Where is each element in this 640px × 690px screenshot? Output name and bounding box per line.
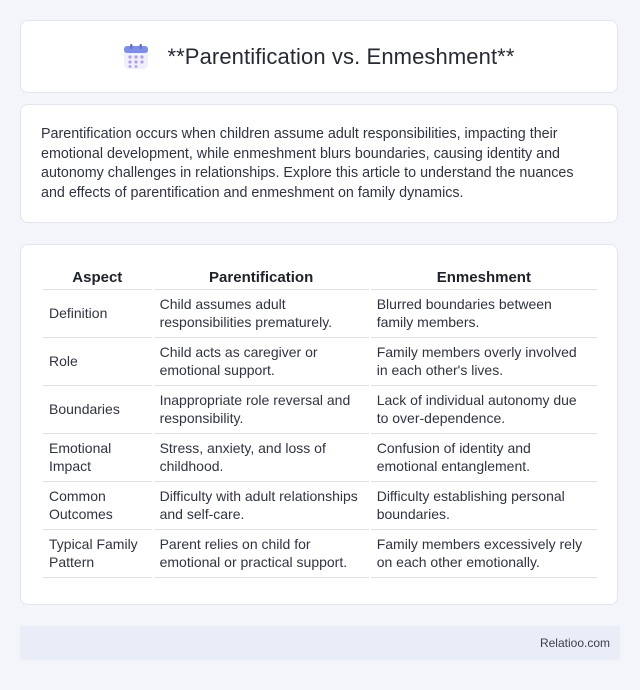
aspect-cell: Emotional Impact xyxy=(43,433,152,481)
table-row xyxy=(43,529,597,578)
table-row xyxy=(43,481,597,529)
aspect-cell: Definition xyxy=(43,289,152,337)
aspect-cell: Typical Family Pattern xyxy=(43,529,152,578)
footer-brand: Relatioo.com xyxy=(539,636,610,650)
comparison-card xyxy=(20,244,618,605)
enmeshment-cell: Family members overly involved in each other's lives. xyxy=(371,337,597,385)
table-row xyxy=(43,385,597,433)
enmeshment-cell: Confusion of identity and emotional entanglement. xyxy=(371,433,597,481)
table-header-row xyxy=(43,265,597,289)
aspect-cell: Boundaries xyxy=(43,385,152,433)
enmeshment-cell: Blurred boundaries between family members. xyxy=(371,289,597,337)
calendar-icon xyxy=(123,44,149,70)
intro-card xyxy=(20,104,618,223)
parentification-cell: Parent relies on child for emotional or practical support. xyxy=(154,529,369,578)
column-header-enmeshment: Enmeshment xyxy=(436,268,531,286)
parentification-cell: Inappropriate role reversal and responsibility. xyxy=(154,385,369,433)
aspect-cell: Role xyxy=(43,337,152,385)
page-title: **Parentification vs. Enmeshment** xyxy=(167,43,515,69)
comparison-table xyxy=(41,265,599,578)
enmeshment-cell: Difficulty establishing personal boundaries. xyxy=(371,481,597,529)
parentification-cell: Child acts as caregiver or emotional support. xyxy=(154,337,369,385)
table-row xyxy=(43,337,597,385)
parentification-cell: Difficulty with adult relationships and self-care. xyxy=(154,481,369,529)
table-row xyxy=(43,289,597,337)
parentification-cell: Stress, anxiety, and loss of childhood. xyxy=(154,433,369,481)
footer xyxy=(20,626,620,660)
aspect-cell: Common Outcomes xyxy=(43,481,152,529)
column-header-aspect: Aspect xyxy=(72,268,123,286)
enmeshment-cell: Family members excessively rely on each other emotionally. xyxy=(371,529,597,578)
enmeshment-cell: Lack of individual autonomy due to over-dependence. xyxy=(371,385,597,433)
table-row xyxy=(43,433,597,481)
intro-text: Parentification occurs when children assume adult responsibilities, impacting their emotional development, while enmeshment blurs boundaries, causing identity and autonomy challenges in relationships. Explore this article to understand the nuances and effects of parentification and enmeshment on family dynamics. xyxy=(41,126,574,201)
parentification-cell: Child assumes adult responsibilities prematurely. xyxy=(154,289,369,337)
column-header-parentification: Parentification xyxy=(209,268,314,286)
title-card xyxy=(20,20,618,93)
